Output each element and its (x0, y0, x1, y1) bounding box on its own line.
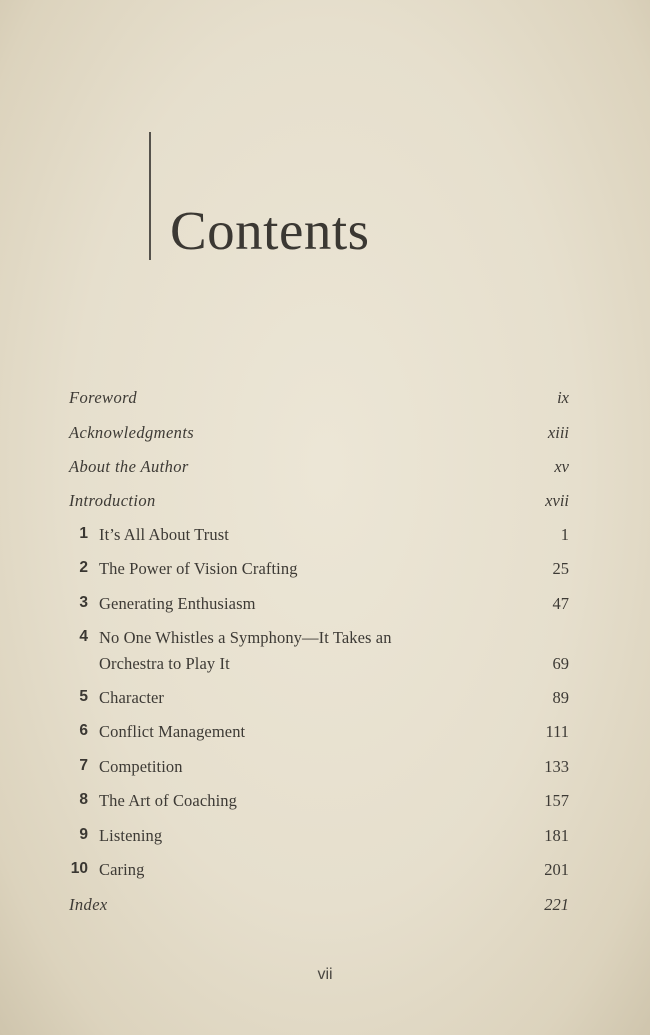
chapter-title: The Art of Coaching (99, 791, 237, 810)
chapter-number: 6 (79, 722, 88, 739)
chapter-page: 157 (544, 791, 569, 810)
chapter-title: Listening (99, 826, 163, 845)
chapter-title: The Power of Vision Crafting (99, 559, 298, 578)
chapter-page: 89 (552, 688, 569, 707)
chapter-number: 2 (79, 559, 88, 576)
toc-entry-page: ix (557, 388, 569, 407)
chapter-page: 181 (544, 826, 569, 845)
chapter-title: Caring (99, 860, 145, 879)
chapter-number: 7 (79, 757, 88, 774)
toc-entry-label: Introduction (69, 491, 156, 510)
chapter-page: 111 (545, 722, 569, 741)
chapter-page: 133 (544, 757, 569, 776)
chapter-title: Competition (99, 757, 183, 776)
toc-entry-page: 221 (544, 895, 569, 914)
chapter-page: 69 (552, 654, 569, 673)
page-title: Contents (170, 200, 370, 261)
chapter-page: 25 (552, 559, 569, 578)
chapter-number: 9 (79, 826, 88, 843)
chapter-title-line-1: No One Whistles a Symphony—It Takes an (99, 628, 392, 647)
chapter-number: 4 (79, 628, 88, 645)
chapter-number: 10 (70, 860, 88, 877)
chapter-page: 1 (560, 525, 569, 544)
chapter-number: 1 (79, 525, 88, 542)
chapter-title: Character (99, 688, 165, 707)
toc-entry-label: About the Author (69, 457, 189, 476)
toc-entry-page: xiii (547, 423, 569, 442)
toc-entry-label: Acknowledgments (69, 423, 195, 442)
chapter-number: 8 (79, 791, 88, 808)
toc-entry-page: xvii (545, 491, 569, 510)
toc-entry-label: Foreword (69, 388, 137, 407)
chapter-title: Conflict Management (99, 722, 246, 741)
chapter-title: Generating Enthusiasm (99, 594, 256, 613)
toc-entry-page: xv (554, 457, 569, 476)
page-number: vii (317, 966, 333, 983)
chapter-number: 5 (79, 688, 88, 705)
chapter-number: 3 (79, 594, 88, 611)
chapter-title-line-2: Orchestra to Play It (99, 654, 230, 673)
toc-entry-label: Index (69, 895, 108, 914)
chapter-page: 47 (552, 594, 569, 613)
chapter-page: 201 (544, 860, 569, 879)
chapter-title: It’s All About Trust (99, 525, 229, 544)
